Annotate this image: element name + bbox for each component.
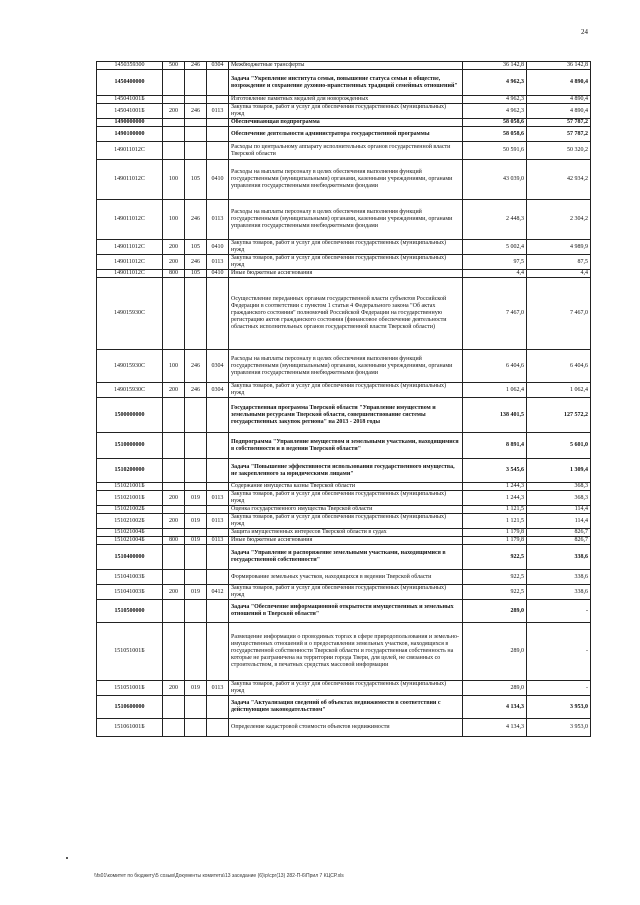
cell-vr	[163, 696, 185, 719]
table-row	[97, 433, 591, 459]
cell-rz	[207, 696, 229, 719]
cell-name: Иные бюджетные ассигнования	[229, 270, 463, 278]
cell-vr: 800	[163, 270, 185, 278]
cell-name: Задача "Актуализация сведений об объектах недвижимости в соответствии с действующим законодательством"	[229, 696, 463, 719]
cell-v1: 4,4	[463, 270, 527, 278]
cell-name: Межбюджетные трансферты	[229, 62, 463, 70]
cell-rz	[207, 570, 229, 585]
cell-vr: 200	[163, 383, 185, 398]
cell-vr	[163, 545, 185, 570]
cell-v1: 4 134,3	[463, 696, 527, 719]
cell-v1: 289,0	[463, 623, 527, 681]
cell-v2: 3 953,0	[527, 719, 591, 737]
cell-gr: 105	[185, 240, 207, 255]
cell-gr	[185, 570, 207, 585]
cell-vr: 200	[163, 681, 185, 696]
table-row	[97, 585, 591, 600]
cell-gr: 105	[185, 270, 207, 278]
budget-table	[96, 61, 591, 737]
cell-rz	[207, 623, 229, 681]
table-row	[97, 398, 591, 433]
cell-code: 149011012С	[97, 142, 163, 160]
footer-file-path: \\fs01\комитет по бюджету\5 созыв\Документы комитета\13 заседание (6)\р\срг(13) 282-П-6\Прил 7 КЦСР.xls	[94, 873, 344, 879]
cell-rz: 0113	[207, 514, 229, 529]
cell-v1: 58 058,6	[463, 119, 527, 127]
table-row	[97, 491, 591, 506]
table-row	[97, 119, 591, 127]
cell-v2: 4 890,4	[527, 70, 591, 96]
cell-code: 149011012С	[97, 270, 163, 278]
cell-name: Расходы на выплаты персоналу в целях обеспечения выполнения функций государственными (муниципальными) органами, казенными учреждениями, органами управления государственными внебюджетными фондами	[229, 160, 463, 200]
cell-name: Закупка товаров, работ и услуг для обеспечения государственных (муниципальных) нужд	[229, 514, 463, 529]
cell-gr	[185, 459, 207, 483]
cell-v2: 338,6	[527, 585, 591, 600]
cell-v2: -	[527, 623, 591, 681]
table-row	[97, 545, 591, 570]
cell-gr	[185, 142, 207, 160]
table-row	[97, 70, 591, 96]
cell-vr	[163, 433, 185, 459]
cell-code: 151021001Б	[97, 483, 163, 491]
cell-code: 151051001Б	[97, 681, 163, 696]
cell-gr: 019	[185, 491, 207, 506]
cell-v2: 50 320,2	[527, 142, 591, 160]
cell-code: 1450359300	[97, 62, 163, 70]
cell-rz	[207, 483, 229, 491]
cell-vr: 200	[163, 585, 185, 600]
cell-vr	[163, 483, 185, 491]
cell-name: Изготовление памятных медалей для новорожденных	[229, 96, 463, 104]
cell-gr	[185, 719, 207, 737]
cell-name: Задача "Повышение эффективности использования государственного имущества, не закрепленного за юридическими лицами"	[229, 459, 463, 483]
cell-vr	[163, 96, 185, 104]
cell-v2: 4 890,4	[527, 104, 591, 119]
table-row	[97, 514, 591, 529]
cell-gr: 246	[185, 104, 207, 119]
cell-vr	[163, 398, 185, 433]
cell-gr	[185, 278, 207, 350]
cell-code: 149015930С	[97, 350, 163, 383]
cell-v2: -	[527, 681, 591, 696]
cell-code: 149011012С	[97, 160, 163, 200]
cell-rz: 0113	[207, 681, 229, 696]
table-row	[97, 537, 591, 545]
table-row	[97, 483, 591, 491]
cell-name: Расходы на выплаты персоналу в целях обеспечения выполнения функций государственными (муниципальными) органами, казенными учреждениями, органами управления государственными внебюджетными фондами	[229, 200, 463, 240]
cell-vr	[163, 119, 185, 127]
cell-v2: 1 309,4	[527, 459, 591, 483]
cell-v2: 36 142,8	[527, 62, 591, 70]
cell-code: 1490000000	[97, 119, 163, 127]
cell-rz: 0412	[207, 585, 229, 600]
cell-v1: 1 179,8	[463, 529, 527, 537]
cell-code: 1510600000	[97, 696, 163, 719]
cell-code: 151021004Б	[97, 529, 163, 537]
cell-rz	[207, 70, 229, 96]
cell-v2: 57 787,2	[527, 127, 591, 142]
cell-rz	[207, 96, 229, 104]
cell-v1: 1 121,5	[463, 506, 527, 514]
cell-v1: 36 142,8	[463, 62, 527, 70]
cell-v1: 289,0	[463, 681, 527, 696]
cell-code: 149011012С	[97, 200, 163, 240]
cell-v1: 4 962,3	[463, 96, 527, 104]
cell-gr	[185, 506, 207, 514]
cell-v2: 338,6	[527, 545, 591, 570]
cell-v1: 8 891,4	[463, 433, 527, 459]
cell-v1: 1 121,5	[463, 514, 527, 529]
table-row	[97, 270, 591, 278]
cell-v2: -	[527, 600, 591, 623]
cell-gr	[185, 398, 207, 433]
cell-name: Осуществление переданных органам государственной власти субъектов Российской Федерации в соответствии с пунктом 1 статьи 4 Федерального закона "Об актах гражданского состояния" полномочий Российской Федерации на государственную регистрацию актов гражданского состояния (финансовое обеспечение деятельности областных исполнительных органов государственной власти Тверской области)	[229, 278, 463, 350]
cell-vr	[163, 127, 185, 142]
cell-v1: 289,0	[463, 600, 527, 623]
table-row	[97, 278, 591, 350]
cell-gr	[185, 119, 207, 127]
cell-name: Закупка товаров, работ и услуг для обеспечения государственных (муниципальных) нужд	[229, 681, 463, 696]
cell-code: 151021002Б	[97, 514, 163, 529]
cell-v1: 6 404,6	[463, 350, 527, 383]
table-row	[97, 200, 591, 240]
cell-rz: 0113	[207, 104, 229, 119]
cell-gr	[185, 433, 207, 459]
cell-rz	[207, 127, 229, 142]
cell-v1: 138 401,5	[463, 398, 527, 433]
cell-rz	[207, 506, 229, 514]
cell-name: Формирование земельных участков, находящихся в ведении Тверской области	[229, 570, 463, 585]
cell-vr: 100	[163, 200, 185, 240]
cell-rz	[207, 398, 229, 433]
cell-vr: 100	[163, 350, 185, 383]
cell-v2: 1 062,4	[527, 383, 591, 398]
cell-code: 1510400000	[97, 545, 163, 570]
cell-v2: 368,3	[527, 491, 591, 506]
cell-gr: 019	[185, 585, 207, 600]
table-row	[97, 570, 591, 585]
cell-code: 1450400000	[97, 70, 163, 96]
cell-name: Государственная программа Тверской области "Управление имуществом и земельными ресурсами Тверской области, совершенствование системы государственных закупок региона" на 2013 - 2018 годы	[229, 398, 463, 433]
table-row	[97, 160, 591, 200]
cell-code: 149015930С	[97, 383, 163, 398]
cell-v1: 922,5	[463, 585, 527, 600]
cell-name: Размещение информации о проводимых торгах в сфере природопользования и земельно-имущественных отношений и о предоставлении земельных участков, находящихся в государственной собственности Тверской области и государственная собственность на которые не разграничена на территории города Твери, для целей, не связанных со строительством, в печатных средствах массовой информации	[229, 623, 463, 681]
cell-v2: 3 953,0	[527, 696, 591, 719]
cell-code: 149011012С	[97, 255, 163, 270]
cell-v1: 1 062,4	[463, 383, 527, 398]
cell-code: 1510000000	[97, 433, 163, 459]
cell-name: Закупка товаров, работ и услуг для обеспечения государственных (муниципальных) нужд	[229, 240, 463, 255]
cell-code: 151041003Б	[97, 570, 163, 585]
cell-v2: 2 304,2	[527, 200, 591, 240]
cell-gr	[185, 70, 207, 96]
cell-gr: 019	[185, 681, 207, 696]
cell-vr: 200	[163, 514, 185, 529]
cell-v1: 5 002,4	[463, 240, 527, 255]
cell-vr: 200	[163, 240, 185, 255]
cell-v2: 826,7	[527, 529, 591, 537]
cell-v2: 5 601,0	[527, 433, 591, 459]
table-row	[97, 459, 591, 483]
cell-v1: 50 591,6	[463, 142, 527, 160]
cell-name: Закупка товаров, работ и услуг для обеспечения государственных (муниципальных) нужд	[229, 255, 463, 270]
cell-name: Расходы на выплаты персоналу в целях обеспечения выполнения функций государственными (муниципальными) органами, казенными учреждениями, органами управления государственными внебюджетными фондами	[229, 350, 463, 383]
cell-rz	[207, 459, 229, 483]
cell-gr: 246	[185, 200, 207, 240]
table-row	[97, 240, 591, 255]
cell-v2: 4 989,9	[527, 240, 591, 255]
cell-code: 151021001Б	[97, 491, 163, 506]
cell-v1: 4 962,3	[463, 104, 527, 119]
cell-vr	[163, 623, 185, 681]
cell-rz	[207, 119, 229, 127]
cell-gr: 019	[185, 537, 207, 545]
cell-name: Закупка товаров, работ и услуг для обеспечения государственных (муниципальных) нужд	[229, 104, 463, 119]
cell-rz: 0304	[207, 62, 229, 70]
cell-v2: 826,7	[527, 537, 591, 545]
cell-code: 151061001Б	[97, 719, 163, 737]
cell-v2: 57 787,2	[527, 119, 591, 127]
cell-gr: 246	[185, 350, 207, 383]
cell-rz: 0410	[207, 160, 229, 200]
cell-v1: 1 179,8	[463, 537, 527, 545]
cell-rz	[207, 545, 229, 570]
cell-name: Обеспечивающая подпрограмма	[229, 119, 463, 127]
cell-vr: 100	[163, 160, 185, 200]
cell-name: Иные бюджетные ассигнования	[229, 537, 463, 545]
cell-gr: 246	[185, 383, 207, 398]
cell-rz	[207, 600, 229, 623]
table-row	[97, 696, 591, 719]
cell-v1: 922,5	[463, 570, 527, 585]
cell-v2: 114,4	[527, 514, 591, 529]
cell-gr	[185, 623, 207, 681]
cell-vr: 800	[163, 537, 185, 545]
cell-code: 145041001Б	[97, 96, 163, 104]
cell-code: 149011012С	[97, 240, 163, 255]
cell-v1: 43 039,0	[463, 160, 527, 200]
cell-rz: 0113	[207, 491, 229, 506]
cell-v1: 1 244,3	[463, 491, 527, 506]
table-row	[97, 600, 591, 623]
cell-code: 1510200000	[97, 459, 163, 483]
cell-code: 151051001Б	[97, 623, 163, 681]
table-row	[97, 681, 591, 696]
page-number: 24	[581, 28, 588, 36]
cell-gr	[185, 483, 207, 491]
cell-name: Определение кадастровой стоимости объектов недвижимости	[229, 719, 463, 737]
cell-vr: 500	[163, 62, 185, 70]
cell-gr: 019	[185, 514, 207, 529]
table-row	[97, 62, 591, 70]
table-row	[97, 719, 591, 737]
cell-vr	[163, 70, 185, 96]
table-row	[97, 127, 591, 142]
cell-v1: 7 467,0	[463, 278, 527, 350]
bullet-dot	[66, 857, 68, 859]
cell-gr	[185, 545, 207, 570]
cell-v1: 3 545,6	[463, 459, 527, 483]
table-row	[97, 623, 591, 681]
cell-name: Оценка государственного имущества Тверской области	[229, 506, 463, 514]
cell-name: Закупка товаров, работ и услуг для обеспечения государственных (муниципальных) нужд	[229, 585, 463, 600]
cell-v1: 58 058,6	[463, 127, 527, 142]
cell-gr	[185, 529, 207, 537]
cell-vr: 200	[163, 491, 185, 506]
cell-rz	[207, 433, 229, 459]
cell-v1: 4 134,3	[463, 719, 527, 737]
cell-v1: 4 962,3	[463, 70, 527, 96]
cell-v2: 338,6	[527, 570, 591, 585]
cell-vr	[163, 600, 185, 623]
table-row	[97, 506, 591, 514]
table-row	[97, 96, 591, 104]
cell-name: Обеспечение деятельности администратора государственной программы	[229, 127, 463, 142]
cell-v2: 127 572,2	[527, 398, 591, 433]
cell-rz: 0304	[207, 383, 229, 398]
cell-name: Подпрограмма "Управление имуществом и земельными участками, находящимися в собственности и в ведении Тверской области"	[229, 433, 463, 459]
cell-code: 149015930С	[97, 278, 163, 350]
cell-rz: 0410	[207, 240, 229, 255]
cell-v1: 1 244,3	[463, 483, 527, 491]
cell-vr: 200	[163, 255, 185, 270]
cell-vr	[163, 142, 185, 160]
cell-vr	[163, 529, 185, 537]
table-row	[97, 104, 591, 119]
cell-v2: 42 934,2	[527, 160, 591, 200]
cell-gr: 246	[185, 62, 207, 70]
cell-v2: 368,3	[527, 483, 591, 491]
cell-gr	[185, 127, 207, 142]
cell-v1: 2 448,3	[463, 200, 527, 240]
cell-code: 151021004Б	[97, 537, 163, 545]
cell-v2: 7 467,0	[527, 278, 591, 350]
cell-vr	[163, 719, 185, 737]
cell-name: Задача "Обеспечение информационной открытости имущественных и земельных отношений в Тверской области"	[229, 600, 463, 623]
cell-rz	[207, 719, 229, 737]
cell-vr: 200	[163, 104, 185, 119]
cell-code: 151041003Б	[97, 585, 163, 600]
cell-name: Закупка товаров, работ и услуг для обеспечения государственных (муниципальных) нужд	[229, 383, 463, 398]
cell-vr	[163, 506, 185, 514]
cell-vr	[163, 459, 185, 483]
cell-vr	[163, 570, 185, 585]
cell-name: Расходы по центральному аппарату исполнительных органов государственной власти Тверской области	[229, 142, 463, 160]
cell-gr	[185, 696, 207, 719]
cell-rz: 0304	[207, 350, 229, 383]
cell-name: Защита имущественных интересов Тверской области в судах	[229, 529, 463, 537]
cell-rz: 0410	[207, 270, 229, 278]
table-row	[97, 142, 591, 160]
cell-v2: 4,4	[527, 270, 591, 278]
cell-rz	[207, 529, 229, 537]
cell-gr: 246	[185, 255, 207, 270]
table-row	[97, 529, 591, 537]
cell-gr	[185, 96, 207, 104]
cell-name: Содержание имущества казны Тверской области	[229, 483, 463, 491]
cell-v2: 87,5	[527, 255, 591, 270]
cell-v2: 6 404,6	[527, 350, 591, 383]
cell-v1: 922,5	[463, 545, 527, 570]
cell-gr	[185, 600, 207, 623]
cell-v2: 4 890,4	[527, 96, 591, 104]
cell-code: 1510500000	[97, 600, 163, 623]
cell-v2: 114,4	[527, 506, 591, 514]
cell-code: 1490100000	[97, 127, 163, 142]
cell-code: 145041001Б	[97, 104, 163, 119]
cell-rz	[207, 278, 229, 350]
cell-rz: 0113	[207, 200, 229, 240]
cell-rz: 0113	[207, 255, 229, 270]
cell-vr	[163, 278, 185, 350]
table-row	[97, 255, 591, 270]
cell-rz: 0113	[207, 537, 229, 545]
cell-rz	[207, 142, 229, 160]
table-row	[97, 383, 591, 398]
cell-name: Задача "Укрепление института семьи, повышение статуса семьи в обществе, возрождение и сохранение духовно-нравственных традиций семейных отношений"	[229, 70, 463, 96]
cell-code: 1500000000	[97, 398, 163, 433]
cell-gr: 105	[185, 160, 207, 200]
table-row	[97, 350, 591, 383]
cell-v1: 97,5	[463, 255, 527, 270]
cell-code: 151021002Б	[97, 506, 163, 514]
cell-name: Задача "Управление и распоряжение земельными участками, находящимися в государственной собственности"	[229, 545, 463, 570]
cell-name: Закупка товаров, работ и услуг для обеспечения государственных (муниципальных) нужд	[229, 491, 463, 506]
